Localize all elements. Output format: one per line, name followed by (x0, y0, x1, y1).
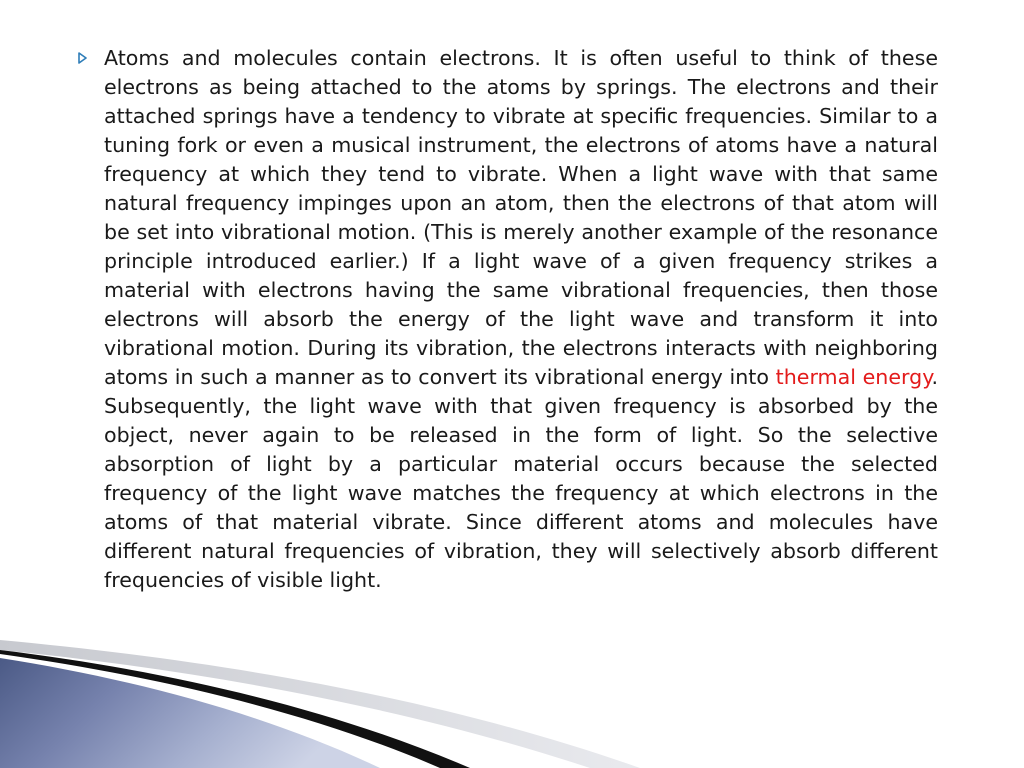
blue-wedge (0, 658, 380, 768)
highlighted-term-thermal-energy: thermal energy (775, 365, 932, 389)
grey-band (0, 640, 640, 768)
paragraph-text-before: Atoms and molecules contain electrons. It is often useful to think of these electrons as being attached to the atoms by springs. The electrons and their attached springs have a tendency to vibrate at specific frequencies. Similar to a tuning fork or even a musical instrument, the electrons of atoms have a natural frequency at which they tend to vibrate. When a light wave with that same natural frequency impinges upon an atom, then the electrons of that atom will be set into vibrational motion. (This is merely another example of the resonance principle introduced earlier.) If a light wave of a given frequency strikes a material with electrons having the same vibrational frequencies, then those electrons will absorb the energy of the light wave and transform it into vibrational motion. During its vibration, the electrons interacts with neighboring atoms in such a manner as to convert its vibrational energy into (104, 46, 938, 389)
content-area (78, 44, 938, 595)
paragraph-text-after: . Subsequently, the light wave with that given frequency is absorbed by the object, never again to be released in the form of light. So the selective absorption of light by a particular material occurs because the selected frequency of the light wave matches the frequency at which electrons in the atoms of that material vibrate. Since different atoms and molecules have different natural frequencies of vibration, they will selectively absorb different frequencies of visible light. (104, 365, 939, 592)
bullet-item (78, 44, 938, 595)
body-paragraph (104, 44, 938, 595)
triangle-right-icon (78, 52, 88, 64)
dark-swoosh (0, 650, 470, 768)
